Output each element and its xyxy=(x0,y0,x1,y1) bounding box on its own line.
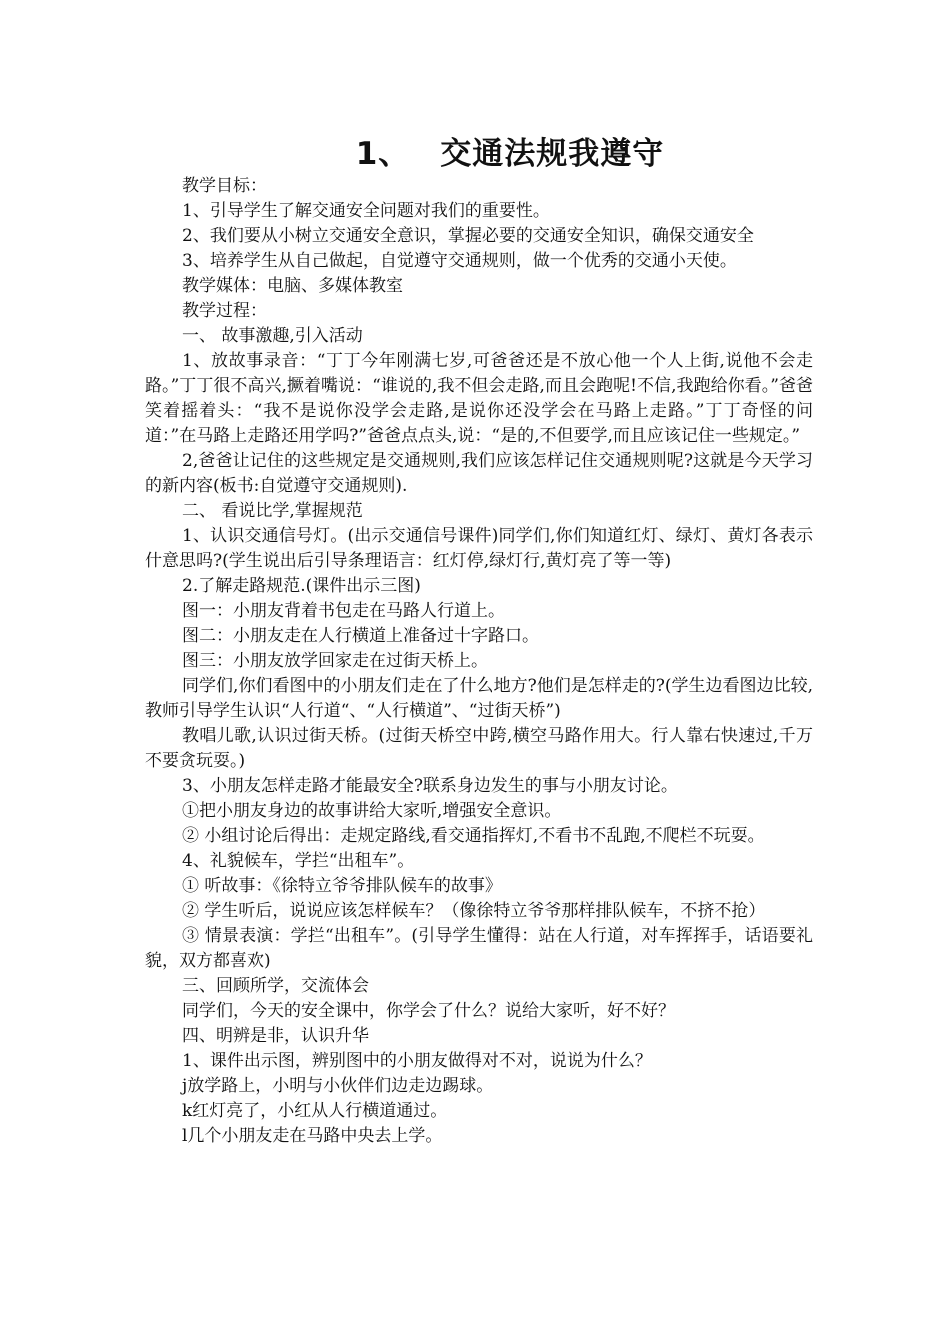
paragraph: 1、放故事录音：“丁丁今年刚满七岁,可爸爸还是不放心他一个人上街,说他不会走路。”丁丁很不高兴,撅着嘴说：“谁说的,我不但会走路,而且会跑呢!不信,我跑给你看。”爸爸笑着摇着头：“我不是说你没学会走路,是说你还没学会在马路上走路。”丁丁奇怪的问道：”在马路上走路还用学吗?”爸爸点点头,说：“是的,不但要学,而且应该记住一些规定。” xyxy=(145,351,813,446)
title-text: 交通法规我遵守 xyxy=(440,136,665,172)
paragraph: 教学媒体：电脑、多媒体教室 xyxy=(182,276,403,296)
document-body xyxy=(145,174,813,1149)
paragraph: 教学目标： xyxy=(182,176,267,196)
section-heading: 一、 故事激趣,引入活动 xyxy=(182,326,363,346)
section-heading: 四、明辨是非，认识升华 xyxy=(182,1026,369,1046)
paragraph: 图三：小朋友放学回家走在过街天桥上。 xyxy=(182,651,488,671)
paragraph: ③ 情景表演：学拦“出租车”。(引导学生懂得：站在人行道，对车挥挥手，话语要礼貌，双方都喜欢) xyxy=(145,926,813,971)
paragraph: 1、认识交通信号灯。(出示交通信号课件)同学们,你们知道红灯、绿灯、黄灯各表示什意思吗?(学生说出后引导条理语言：红灯停,绿灯行,黄灯亮了等一等) xyxy=(145,526,813,571)
title-number: 1、 xyxy=(355,136,411,172)
paragraph: 1、课件出示图，辨别图中的小朋友做得对不对，说说为什么？ xyxy=(182,1051,652,1071)
paragraph: 1、引导学生了解交通安全问题对我们的重要性。 xyxy=(182,201,550,221)
paragraph: ① 听故事：《徐特立爷爷排队候车的故事》 xyxy=(182,876,502,896)
paragraph: 教学过程： xyxy=(182,301,267,321)
paragraph: ② 小组讨论后得出：走规定路线,看交通指挥灯,不看书不乱跑,不爬栏不玩耍。 xyxy=(182,826,765,846)
paragraph: 2,爸爸让记住的这些规定是交通规则,我们应该怎样记住交通规则呢?这就是今天学习的新内容(板书:自觉遵守交通规则). xyxy=(145,451,813,496)
section-heading: 二、 看说比学,掌握规范 xyxy=(182,501,363,521)
paragraph: 图一：小朋友背着书包走在马路人行道上。 xyxy=(182,601,505,621)
paragraph: 2、我们要从小树立交通安全意识，掌握必要的交通安全知识，确保交通安全 xyxy=(182,226,754,246)
paragraph: 教唱儿歌,认识过街天桥。(过街天桥空中跨,横空马路作用大。行人靠右快速过,千万不要贪玩耍。) xyxy=(145,726,813,771)
list-item: k红灯亮了，小红从人行横道通过。 xyxy=(182,1101,448,1121)
list-item: j放学路上，小明与小伙伴们边走边踢球。 xyxy=(182,1076,494,1096)
section-heading: 三、回顾所学，交流体会 xyxy=(182,976,369,996)
paragraph: ①把小朋友身边的故事讲给大家听,增强安全意识。 xyxy=(182,801,562,821)
paragraph: 同学们，今天的安全课中，你学会了什么？说给大家听，好不好？ xyxy=(182,1001,675,1021)
paragraph: 4、礼貌候车，学拦“出租车”。 xyxy=(182,851,415,871)
paragraph: 3、培养学生从自己做起，自觉遵守交通规则，做一个优秀的交通小天使。 xyxy=(182,251,737,271)
document-title xyxy=(0,128,950,173)
list-item: l几个小朋友走在马路中央去上学。 xyxy=(182,1126,443,1146)
paragraph: 2.了解走路规范.(课件出示三图) xyxy=(182,576,421,596)
paragraph: 同学们,你们看图中的小朋友们走在了什么地方?他们是怎样走的?(学生边看图边比较,教师引导学生认识“人行道“、“人行横道”、“过街天桥”) xyxy=(145,676,813,721)
paragraph: 3、小朋友怎样走路才能最安全?联系身边发生的事与小朋友讨论。 xyxy=(182,776,678,796)
paragraph: 图二：小朋友走在人行横道上准备过十字路口。 xyxy=(182,626,539,646)
paragraph: ② 学生听后，说说应该怎样候车？（像徐特立爷爷那样排队候车，不挤不抢） xyxy=(182,901,766,921)
